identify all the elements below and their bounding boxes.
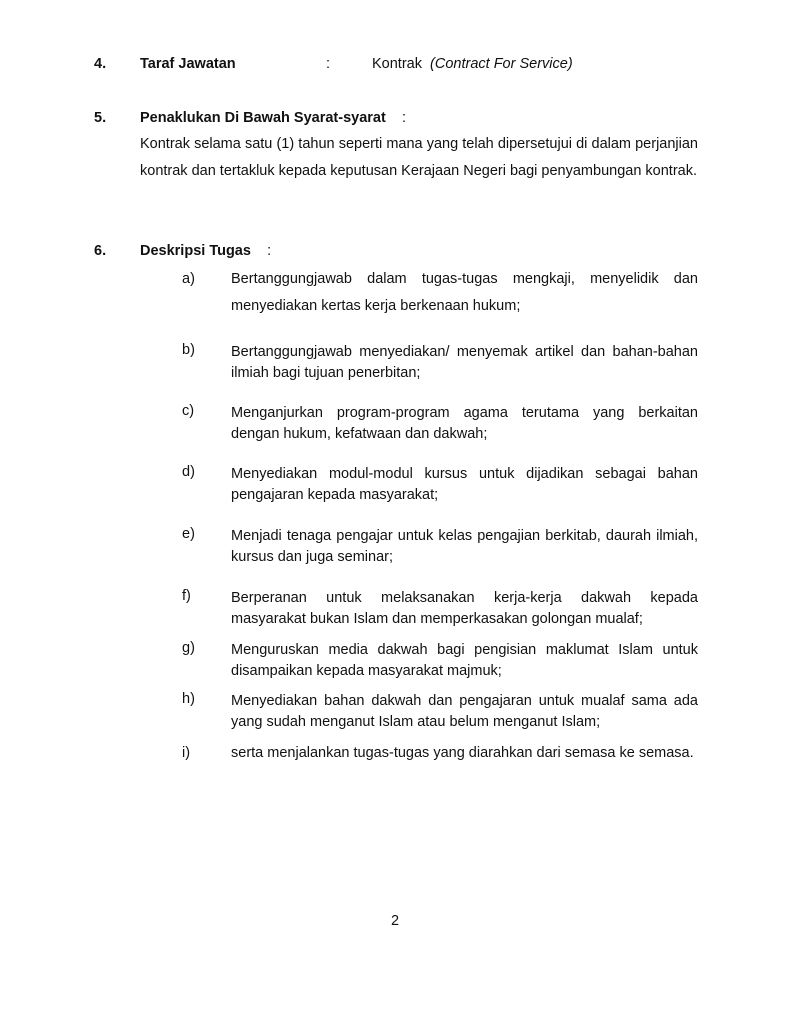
section-5-label: Penaklukan Di Bawah Syarat-syarat xyxy=(140,110,386,126)
section-6-number: 6. xyxy=(94,243,107,259)
item-e-text: Menjadi tenaga pengajar untuk kelas pengajian berkitab, daurah ilmiah, kursus dan juga seminar; xyxy=(231,528,698,565)
section-5-paragraph: Kontrak selama satu (1) tahun seperti mana yang telah dipersetujui di dalam perjanjian kontrak dan tertakluk kepada keputusan Kerajaan Negeri bagi penyambungan kontrak. xyxy=(140,136,698,179)
item-d-letter: d) xyxy=(182,464,195,480)
item-a-letter: a) xyxy=(182,271,195,287)
item-c-letter: c) xyxy=(182,403,195,419)
section-4-value xyxy=(372,56,573,72)
section-6-colon: : xyxy=(267,243,272,259)
item-g-text: Menguruskan media dakwah bagi pengisian maklumat Islam untuk disampaikan kepada masyarakat majmuk; xyxy=(231,642,698,679)
page-number: 2 xyxy=(391,913,400,929)
item-f-letter: f) xyxy=(182,588,191,604)
section-4-label: Taraf Jawatan xyxy=(140,56,236,72)
item-f-text: Berperanan untuk melaksanakan kerja-kerja dakwah kepada masyarakat bukan Islam dan memperkasakan golongan mualaf; xyxy=(231,590,698,627)
item-i-text: serta menjalankan tugas-tugas yang diarahkan dari semasa ke semasa. xyxy=(231,745,694,761)
item-e-letter: e) xyxy=(182,526,195,542)
item-a-text: Bertanggungjawab dalam tugas-tugas mengkaji, menyelidik dan menyediakan kertas kerja berkenaan hukum; xyxy=(231,271,698,314)
section-5-heading xyxy=(140,110,406,126)
section-4-value-main: Kontrak xyxy=(372,56,422,72)
section-4-number: 4. xyxy=(94,56,107,72)
item-b-letter: b) xyxy=(182,342,195,358)
item-b-text: Bertanggungjawab menyediakan/ menyemak artikel dan bahan-bahan ilmiah bagi tujuan penerbitan; xyxy=(231,344,698,381)
item-c-text: Menganjurkan program-program agama terutama yang berkaitan dengan hukum, kefatwaan dan dakwah; xyxy=(231,405,698,442)
section-5-colon: : xyxy=(401,110,406,126)
item-d-text: Menyediakan modul-modul kursus untuk dijadikan sebagai bahan pengajaran kepada masyarakat; xyxy=(231,466,698,503)
section-5-number: 5. xyxy=(94,110,107,126)
section-4-value-note: (Contract For Service) xyxy=(430,56,573,72)
section-6-heading xyxy=(140,243,271,259)
item-h-text: Menyediakan bahan dakwah dan pengajaran untuk mualaf sama ada yang sudah menganut Islam atau belum menganut Islam; xyxy=(231,693,698,730)
section-4-colon: : xyxy=(326,56,331,72)
item-i-letter: i) xyxy=(182,745,191,761)
section-6-label: Deskripsi Tugas xyxy=(140,243,251,259)
item-g-letter: g) xyxy=(182,640,195,656)
item-h-letter: h) xyxy=(182,691,195,707)
